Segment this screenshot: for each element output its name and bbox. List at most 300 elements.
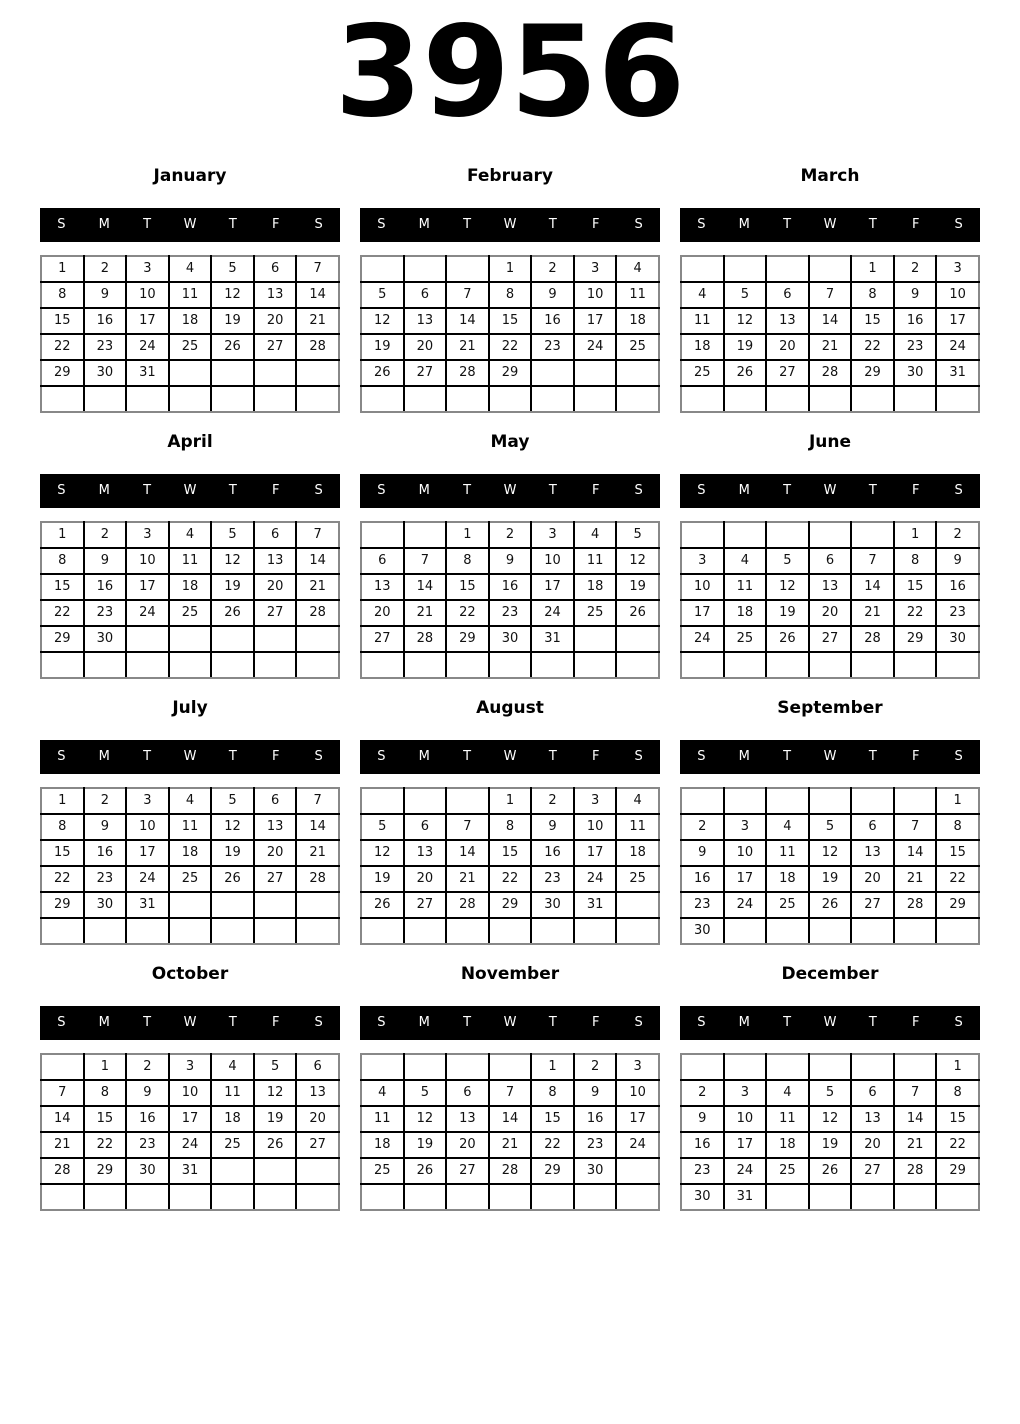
week-row bbox=[41, 522, 339, 548]
week-row bbox=[681, 652, 979, 678]
day-cell: 29 bbox=[446, 626, 489, 652]
weekday-label: W bbox=[823, 749, 837, 765]
day-cell bbox=[809, 256, 852, 282]
day-cell: 23 bbox=[489, 600, 532, 626]
day-cell: 11 bbox=[766, 840, 809, 866]
day-cell: 1 bbox=[41, 788, 84, 814]
day-cell: 27 bbox=[446, 1158, 489, 1184]
day-cell bbox=[574, 386, 617, 412]
day-cell: 19 bbox=[254, 1106, 297, 1132]
day-cell bbox=[84, 652, 127, 678]
day-cell bbox=[126, 652, 169, 678]
day-cell: 4 bbox=[211, 1054, 254, 1080]
day-cell: 21 bbox=[894, 866, 937, 892]
week-row bbox=[41, 918, 339, 944]
day-cell: 9 bbox=[531, 814, 574, 840]
day-cell bbox=[766, 256, 809, 282]
day-cell bbox=[41, 386, 84, 412]
week-row bbox=[41, 814, 339, 840]
weekday-label: W bbox=[503, 1015, 517, 1031]
day-cell: 7 bbox=[41, 1080, 84, 1106]
day-cell: 14 bbox=[851, 574, 894, 600]
day-cell: 18 bbox=[724, 600, 767, 626]
day-cell: 21 bbox=[894, 1132, 937, 1158]
week-row bbox=[681, 600, 979, 626]
day-cell bbox=[296, 1184, 339, 1210]
day-cell: 12 bbox=[254, 1080, 297, 1106]
weekday-label: M bbox=[98, 1015, 110, 1031]
weekday-label: S bbox=[697, 1015, 706, 1031]
weekday-label: W bbox=[503, 749, 517, 765]
weekday-label: S bbox=[634, 1015, 643, 1031]
days-grid bbox=[680, 255, 980, 413]
day-cell: 30 bbox=[84, 892, 127, 918]
day-cell: 29 bbox=[41, 892, 84, 918]
day-cell: 19 bbox=[809, 1132, 852, 1158]
day-cell bbox=[446, 386, 489, 412]
day-cell: 6 bbox=[446, 1080, 489, 1106]
day-cell: 9 bbox=[936, 548, 979, 574]
week-row bbox=[361, 282, 659, 308]
day-cell: 17 bbox=[724, 866, 767, 892]
day-cell: 4 bbox=[169, 256, 212, 282]
weekday-label: M bbox=[418, 749, 430, 765]
day-cell bbox=[724, 256, 767, 282]
weekday-label: T bbox=[228, 1015, 237, 1031]
weekday-label: M bbox=[738, 749, 750, 765]
day-cell: 6 bbox=[361, 548, 404, 574]
month-september bbox=[680, 698, 980, 945]
day-cell: 5 bbox=[361, 814, 404, 840]
day-cell: 6 bbox=[809, 548, 852, 574]
day-cell bbox=[169, 918, 212, 944]
week-row bbox=[361, 256, 659, 282]
weekday-label: M bbox=[418, 217, 430, 233]
year-title: 3956 bbox=[334, 0, 686, 145]
day-cell: 22 bbox=[489, 334, 532, 360]
day-cell: 13 bbox=[446, 1106, 489, 1132]
day-cell: 10 bbox=[936, 282, 979, 308]
day-cell: 22 bbox=[84, 1132, 127, 1158]
day-cell bbox=[254, 892, 297, 918]
weekday-label: F bbox=[591, 483, 600, 499]
day-cell: 26 bbox=[724, 360, 767, 386]
day-cell: 12 bbox=[616, 548, 659, 574]
day-cell: 23 bbox=[936, 600, 979, 626]
day-cell: 28 bbox=[894, 892, 937, 918]
week-row bbox=[681, 1132, 979, 1158]
month-title: June bbox=[808, 431, 852, 452]
day-cell bbox=[681, 1054, 724, 1080]
day-cell bbox=[296, 918, 339, 944]
day-cell: 20 bbox=[766, 334, 809, 360]
day-cell bbox=[766, 788, 809, 814]
weekday-header bbox=[680, 474, 980, 508]
weekday-label: T bbox=[783, 749, 792, 765]
day-cell: 22 bbox=[936, 866, 979, 892]
day-cell: 8 bbox=[851, 282, 894, 308]
days-grid bbox=[360, 787, 660, 945]
day-cell: 9 bbox=[489, 548, 532, 574]
week-row bbox=[361, 1106, 659, 1132]
days-grid bbox=[40, 1053, 340, 1211]
day-cell: 3 bbox=[616, 1054, 659, 1080]
weekday-header bbox=[680, 1006, 980, 1040]
day-cell: 23 bbox=[84, 334, 127, 360]
day-cell: 3 bbox=[724, 814, 767, 840]
day-cell bbox=[809, 788, 852, 814]
day-cell bbox=[126, 626, 169, 652]
day-cell: 22 bbox=[41, 866, 84, 892]
day-cell bbox=[574, 626, 617, 652]
day-cell: 12 bbox=[211, 548, 254, 574]
week-row bbox=[41, 626, 339, 652]
day-cell: 19 bbox=[361, 866, 404, 892]
day-cell bbox=[446, 1184, 489, 1210]
day-cell: 13 bbox=[809, 574, 852, 600]
day-cell: 20 bbox=[254, 308, 297, 334]
day-cell: 29 bbox=[489, 360, 532, 386]
day-cell bbox=[894, 788, 937, 814]
weekday-label: M bbox=[738, 483, 750, 499]
day-cell: 18 bbox=[681, 334, 724, 360]
day-cell: 26 bbox=[361, 892, 404, 918]
month-title: October bbox=[151, 963, 229, 984]
month-title: July bbox=[172, 697, 208, 718]
day-cell: 15 bbox=[84, 1106, 127, 1132]
week-row bbox=[361, 1132, 659, 1158]
week-row bbox=[361, 386, 659, 412]
day-cell: 7 bbox=[446, 814, 489, 840]
day-cell bbox=[936, 1184, 979, 1210]
weekday-label: F bbox=[911, 483, 920, 499]
day-cell: 29 bbox=[936, 1158, 979, 1184]
day-cell: 25 bbox=[169, 600, 212, 626]
day-cell bbox=[766, 918, 809, 944]
day-cell: 2 bbox=[681, 1080, 724, 1106]
day-cell: 20 bbox=[851, 866, 894, 892]
week-row bbox=[41, 1132, 339, 1158]
weekday-label: T bbox=[463, 749, 472, 765]
day-cell bbox=[361, 918, 404, 944]
day-cell: 26 bbox=[809, 1158, 852, 1184]
day-cell: 7 bbox=[296, 788, 339, 814]
week-row bbox=[361, 626, 659, 652]
days-grid bbox=[40, 255, 340, 413]
day-cell: 26 bbox=[404, 1158, 447, 1184]
day-cell bbox=[296, 652, 339, 678]
day-cell: 27 bbox=[766, 360, 809, 386]
week-row bbox=[41, 840, 339, 866]
day-cell bbox=[404, 788, 447, 814]
day-cell bbox=[404, 522, 447, 548]
day-cell: 1 bbox=[41, 522, 84, 548]
weekday-label: S bbox=[377, 217, 386, 233]
day-cell: 6 bbox=[851, 1080, 894, 1106]
week-row bbox=[41, 386, 339, 412]
day-cell: 25 bbox=[211, 1132, 254, 1158]
day-cell: 26 bbox=[809, 892, 852, 918]
month-title: November bbox=[460, 963, 560, 984]
month-february bbox=[360, 166, 660, 413]
day-cell: 6 bbox=[404, 282, 447, 308]
day-cell bbox=[616, 386, 659, 412]
day-cell: 8 bbox=[41, 282, 84, 308]
day-cell bbox=[766, 1184, 809, 1210]
weekday-label: S bbox=[954, 1015, 963, 1031]
day-cell: 22 bbox=[851, 334, 894, 360]
day-cell: 19 bbox=[211, 574, 254, 600]
day-cell bbox=[254, 1158, 297, 1184]
day-cell: 24 bbox=[616, 1132, 659, 1158]
day-cell: 24 bbox=[126, 600, 169, 626]
day-cell: 27 bbox=[361, 626, 404, 652]
day-cell bbox=[936, 918, 979, 944]
day-cell bbox=[361, 386, 404, 412]
day-cell: 12 bbox=[724, 308, 767, 334]
day-cell: 4 bbox=[681, 282, 724, 308]
day-cell bbox=[531, 652, 574, 678]
week-row bbox=[681, 1184, 979, 1210]
day-cell bbox=[361, 1054, 404, 1080]
day-cell: 20 bbox=[809, 600, 852, 626]
weekday-label: T bbox=[143, 749, 152, 765]
day-cell: 25 bbox=[616, 866, 659, 892]
day-cell: 22 bbox=[446, 600, 489, 626]
day-cell: 12 bbox=[211, 814, 254, 840]
week-row bbox=[41, 360, 339, 386]
day-cell: 14 bbox=[296, 548, 339, 574]
day-cell: 11 bbox=[361, 1106, 404, 1132]
day-cell: 24 bbox=[169, 1132, 212, 1158]
day-cell bbox=[616, 1158, 659, 1184]
day-cell: 14 bbox=[809, 308, 852, 334]
day-cell: 19 bbox=[766, 600, 809, 626]
days-grid bbox=[40, 521, 340, 679]
day-cell bbox=[446, 1054, 489, 1080]
weekday-label: T bbox=[143, 1015, 152, 1031]
day-cell bbox=[809, 522, 852, 548]
weekday-label: W bbox=[183, 1015, 197, 1031]
week-row bbox=[681, 386, 979, 412]
day-cell: 21 bbox=[296, 840, 339, 866]
weekday-label: T bbox=[783, 217, 792, 233]
weekday-label: T bbox=[548, 483, 557, 499]
day-cell: 7 bbox=[894, 814, 937, 840]
day-cell: 24 bbox=[574, 334, 617, 360]
week-row bbox=[681, 1080, 979, 1106]
day-cell bbox=[851, 1054, 894, 1080]
day-cell: 19 bbox=[211, 840, 254, 866]
day-cell: 14 bbox=[296, 282, 339, 308]
day-cell: 4 bbox=[616, 256, 659, 282]
day-cell: 28 bbox=[296, 600, 339, 626]
day-cell: 4 bbox=[574, 522, 617, 548]
day-cell bbox=[489, 652, 532, 678]
day-cell: 6 bbox=[296, 1054, 339, 1080]
week-row bbox=[361, 308, 659, 334]
day-cell: 23 bbox=[681, 892, 724, 918]
day-cell bbox=[616, 360, 659, 386]
day-cell: 14 bbox=[404, 574, 447, 600]
day-cell bbox=[126, 918, 169, 944]
day-cell: 11 bbox=[766, 1106, 809, 1132]
day-cell bbox=[41, 1054, 84, 1080]
day-cell bbox=[211, 892, 254, 918]
weekday-label: S bbox=[954, 217, 963, 233]
day-cell: 30 bbox=[84, 360, 127, 386]
day-cell: 30 bbox=[936, 626, 979, 652]
day-cell: 11 bbox=[724, 574, 767, 600]
weekday-label: T bbox=[548, 217, 557, 233]
day-cell: 5 bbox=[809, 1080, 852, 1106]
weekday-label: W bbox=[823, 483, 837, 499]
month-title: January bbox=[153, 165, 227, 186]
weekday-label: M bbox=[418, 483, 430, 499]
day-cell: 9 bbox=[681, 840, 724, 866]
week-row bbox=[41, 1184, 339, 1210]
day-cell: 11 bbox=[616, 282, 659, 308]
weekday-label: T bbox=[548, 1015, 557, 1031]
day-cell bbox=[254, 626, 297, 652]
week-row bbox=[681, 360, 979, 386]
day-cell: 10 bbox=[126, 282, 169, 308]
day-cell bbox=[404, 918, 447, 944]
weekday-header bbox=[40, 740, 340, 774]
day-cell bbox=[84, 386, 127, 412]
day-cell: 30 bbox=[489, 626, 532, 652]
day-cell: 20 bbox=[404, 334, 447, 360]
day-cell: 5 bbox=[724, 282, 767, 308]
weekday-label: S bbox=[697, 749, 706, 765]
day-cell: 17 bbox=[574, 308, 617, 334]
weekday-label: S bbox=[697, 483, 706, 499]
day-cell: 14 bbox=[446, 840, 489, 866]
weekday-header bbox=[360, 1006, 660, 1040]
day-cell: 26 bbox=[211, 866, 254, 892]
weekday-header bbox=[360, 474, 660, 508]
day-cell: 16 bbox=[574, 1106, 617, 1132]
week-row bbox=[681, 1158, 979, 1184]
day-cell bbox=[851, 1184, 894, 1210]
day-cell: 28 bbox=[894, 1158, 937, 1184]
day-cell: 11 bbox=[616, 814, 659, 840]
week-row bbox=[41, 1106, 339, 1132]
week-row bbox=[41, 788, 339, 814]
day-cell bbox=[254, 918, 297, 944]
day-cell: 1 bbox=[894, 522, 937, 548]
days-grid bbox=[680, 787, 980, 945]
day-cell: 18 bbox=[169, 574, 212, 600]
week-row bbox=[361, 600, 659, 626]
day-cell: 18 bbox=[361, 1132, 404, 1158]
day-cell: 22 bbox=[41, 600, 84, 626]
day-cell bbox=[169, 386, 212, 412]
day-cell: 25 bbox=[574, 600, 617, 626]
day-cell bbox=[169, 626, 212, 652]
day-cell: 30 bbox=[126, 1158, 169, 1184]
day-cell bbox=[681, 522, 724, 548]
day-cell: 24 bbox=[724, 1158, 767, 1184]
day-cell: 5 bbox=[766, 548, 809, 574]
days-grid bbox=[360, 1053, 660, 1211]
weekday-label: S bbox=[634, 217, 643, 233]
day-cell bbox=[616, 918, 659, 944]
day-cell: 10 bbox=[681, 574, 724, 600]
weekday-label: T bbox=[228, 483, 237, 499]
day-cell bbox=[254, 652, 297, 678]
day-cell: 25 bbox=[169, 334, 212, 360]
weekday-label: F bbox=[271, 217, 280, 233]
day-cell: 11 bbox=[169, 814, 212, 840]
week-row bbox=[361, 652, 659, 678]
day-cell: 28 bbox=[41, 1158, 84, 1184]
day-cell: 4 bbox=[616, 788, 659, 814]
day-cell: 15 bbox=[894, 574, 937, 600]
day-cell bbox=[446, 788, 489, 814]
weekday-label: W bbox=[823, 1015, 837, 1031]
day-cell bbox=[169, 1184, 212, 1210]
day-cell: 23 bbox=[681, 1158, 724, 1184]
day-cell: 14 bbox=[894, 840, 937, 866]
week-row bbox=[361, 360, 659, 386]
day-cell: 16 bbox=[531, 840, 574, 866]
month-june bbox=[680, 432, 980, 679]
day-cell: 15 bbox=[41, 574, 84, 600]
month-title: April bbox=[167, 431, 213, 452]
day-cell: 29 bbox=[84, 1158, 127, 1184]
weekday-label: S bbox=[377, 483, 386, 499]
day-cell bbox=[681, 788, 724, 814]
day-cell: 27 bbox=[254, 866, 297, 892]
day-cell bbox=[361, 788, 404, 814]
day-cell bbox=[936, 386, 979, 412]
day-cell: 17 bbox=[126, 574, 169, 600]
day-cell: 21 bbox=[404, 600, 447, 626]
day-cell: 8 bbox=[489, 282, 532, 308]
day-cell bbox=[766, 652, 809, 678]
day-cell: 4 bbox=[361, 1080, 404, 1106]
day-cell: 30 bbox=[681, 1184, 724, 1210]
day-cell: 22 bbox=[489, 866, 532, 892]
day-cell bbox=[489, 1054, 532, 1080]
day-cell: 17 bbox=[574, 840, 617, 866]
month-may bbox=[360, 432, 660, 679]
day-cell: 15 bbox=[446, 574, 489, 600]
day-cell: 17 bbox=[616, 1106, 659, 1132]
day-cell: 30 bbox=[84, 626, 127, 652]
weekday-label: F bbox=[591, 217, 600, 233]
day-cell: 1 bbox=[41, 256, 84, 282]
day-cell: 18 bbox=[616, 308, 659, 334]
day-cell: 17 bbox=[724, 1132, 767, 1158]
day-cell: 2 bbox=[84, 522, 127, 548]
day-cell: 21 bbox=[809, 334, 852, 360]
day-cell: 30 bbox=[531, 892, 574, 918]
day-cell bbox=[851, 522, 894, 548]
month-title: May bbox=[490, 431, 530, 452]
day-cell: 2 bbox=[681, 814, 724, 840]
day-cell: 25 bbox=[169, 866, 212, 892]
day-cell: 1 bbox=[489, 788, 532, 814]
day-cell bbox=[616, 652, 659, 678]
day-cell bbox=[211, 918, 254, 944]
day-cell bbox=[404, 256, 447, 282]
day-cell: 20 bbox=[404, 866, 447, 892]
day-cell: 29 bbox=[41, 360, 84, 386]
day-cell: 21 bbox=[489, 1132, 532, 1158]
day-cell: 12 bbox=[809, 840, 852, 866]
